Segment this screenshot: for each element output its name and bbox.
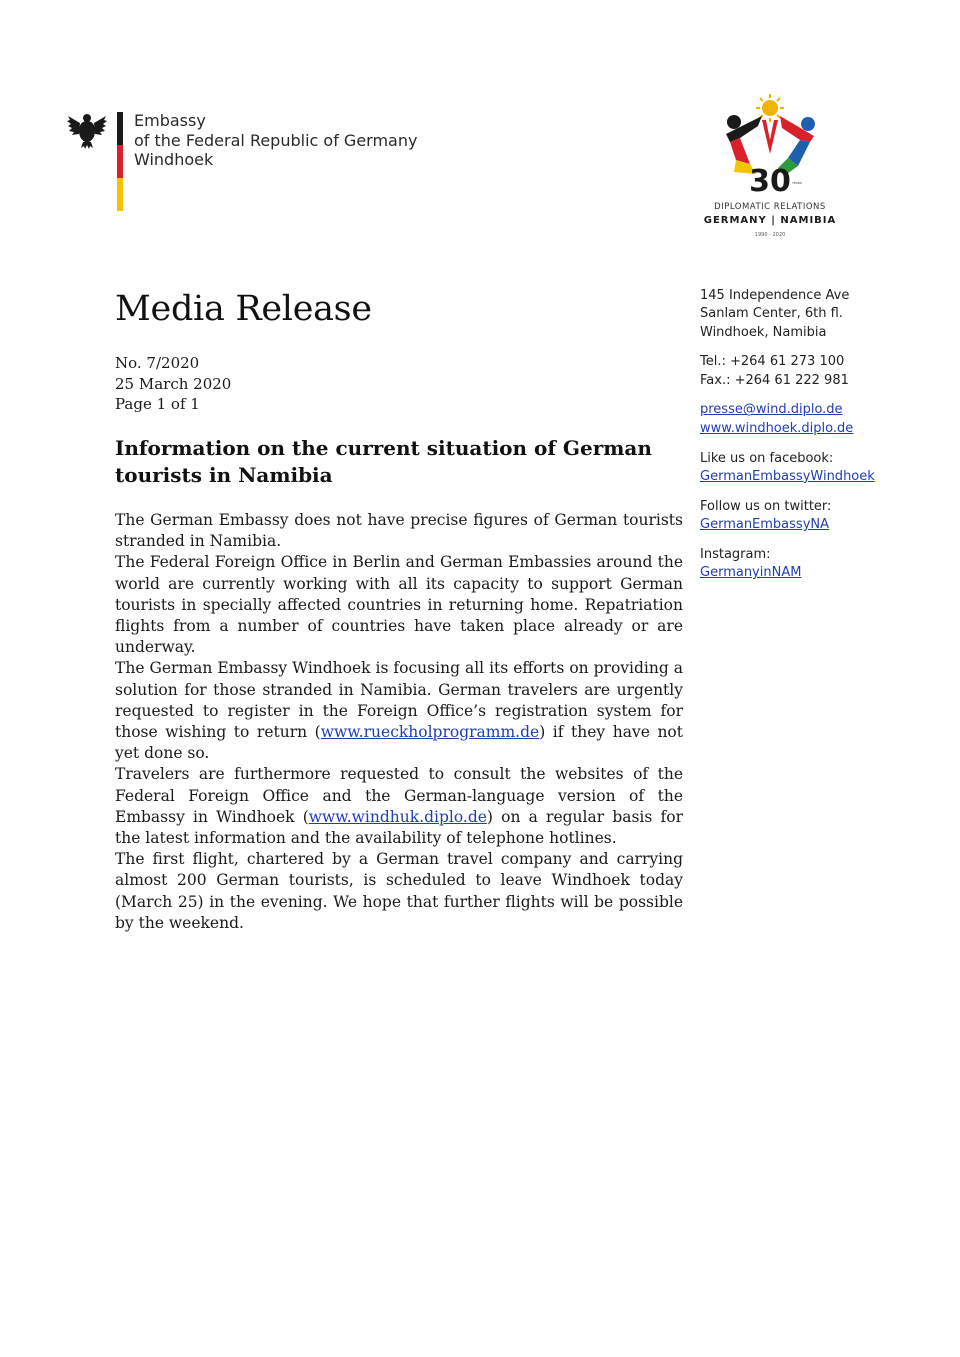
release-date: 25 March 2020: [115, 374, 232, 393]
contact-sidebar: [700, 287, 910, 594]
telephone: Tel.: +264 61 273 100: [700, 354, 845, 370]
rueckholprogramm-link[interactable]: www.rueckholprogramm.de: [320, 723, 540, 742]
flag-stripe-red: [117, 145, 123, 178]
address-line: 145 Independence Ave: [700, 288, 850, 303]
logo-number-small: YEARS: [792, 181, 802, 185]
windhuk-diplo-link[interactable]: www.windhuk.diplo.de: [308, 807, 487, 826]
facebook-label: Like us on facebook:: [700, 450, 834, 466]
paragraph-text: Travelers are furthermore requested to consult the websites of the Federal Foreign Office and the German-language version of the Embassy in Windhoek (: [115, 765, 683, 826]
phone-block: [700, 353, 910, 390]
email-link[interactable]: presse@wind.diplo.de: [700, 402, 843, 418]
release-number: No. 7/2020: [115, 354, 200, 372]
website-link[interactable]: www.windhoek.diplo.de: [700, 420, 854, 436]
instagram-block: [700, 546, 910, 583]
paragraph-text: ) if they have not yet done so.: [115, 723, 683, 763]
paragraph: The first flight, chartered by a German travel company and carrying almost 200 German tourists, is scheduled to leave Windhoek today (March 25) in the evening. We hope that further flights will be possible by the weekend.: [115, 850, 683, 932]
embassy-line: of the Federal Republic of Germany: [134, 130, 418, 150]
flag-stripe-gold: [117, 178, 123, 211]
flag-stripe-black: [117, 112, 123, 145]
embassy-line: Embassy: [134, 111, 206, 130]
release-meta: [115, 353, 231, 415]
federal-eagle-icon: [66, 110, 108, 150]
paragraph: [115, 764, 683, 849]
twitter-label: Follow us on twitter:: [700, 498, 832, 514]
web-block: [700, 401, 910, 438]
body-text: [115, 510, 683, 934]
paragraph: The Federal Foreign Office in Berlin and German Embassies around the world are currently working with all its capacity to support German tourists in specially affected countries in returning home. Repatriation flights from a number of countries have taken place already or are underway.: [115, 553, 683, 657]
logo-line-1: DIPLOMATIC RELATIONS: [714, 202, 826, 212]
paragraph-text: The German Embassy Windhoek is focusing all its efforts on providing a solution for those stranded in Namibia. German travelers are urgently requested to register in the Foreign Office’s registration system for those wishing to return (: [115, 659, 683, 742]
facebook-block: [700, 450, 910, 487]
headline: Information on the current situation of German tourists in Namibia: [115, 436, 652, 487]
30-years-diplomatic-relations-logo: [700, 92, 840, 242]
facebook-link[interactable]: GermanEmbassyWindhoek: [700, 468, 875, 484]
logo-line-3: 1990 - 2020: [754, 232, 786, 238]
logo-number: 30: [749, 164, 791, 199]
fax: Fax.: +264 61 222 981: [700, 372, 849, 388]
instagram-link[interactable]: GermanyinNAM: [700, 565, 802, 581]
embassy-name: [134, 111, 417, 170]
embassy-line: Windhoek: [134, 150, 214, 169]
page-title: Media Release: [115, 289, 372, 329]
address-block: [700, 287, 910, 342]
twitter-link[interactable]: GermanEmbassyNA: [700, 516, 830, 532]
address-line: Windhoek, Namibia: [700, 324, 827, 340]
flag-color-bar: [117, 112, 123, 211]
paragraph: [115, 658, 683, 764]
logo-line-2: GERMANY | NAMIBIA: [703, 215, 837, 226]
page-count: Page 1 of 1: [115, 395, 200, 414]
twitter-block: [700, 498, 910, 535]
instagram-label: Instagram:: [700, 546, 771, 562]
address-line: Sanlam Center, 6th fl.: [700, 306, 843, 322]
paragraph: The German Embassy does not have precise figures of German tourists stranded in Namibia.: [115, 511, 683, 551]
paragraph-text: ) on a regular basis for the latest information and the availability of telephone hotlines.: [115, 807, 684, 848]
